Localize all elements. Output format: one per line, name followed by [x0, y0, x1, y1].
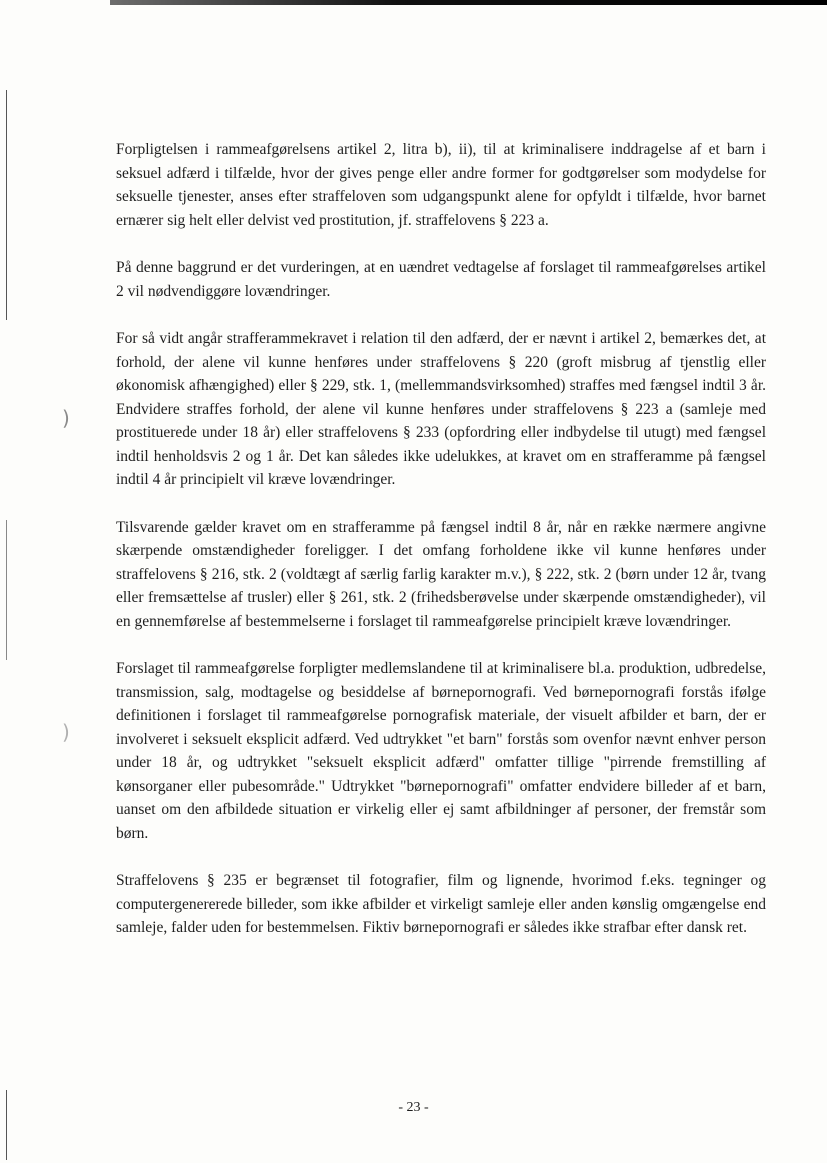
punch-hole-mark: ): [62, 720, 70, 744]
document-body: [116, 138, 766, 964]
scan-edge-line: [6, 520, 7, 660]
paragraph: Tilsvarende gælder kravet om en strafferamme på fængsel indtil 8 år, når en række nærmere angivne skærpende omstændigheder foreligger. I det omfang forholdene ikke vil kunne henføres under straffelovens § 216, stk. 2 (voldtægt af særlig farlig karakter m.v.), § 222, stk. 2 (børn under 12 år, tvang eller fremsættelse af trusler) eller § 261, stk. 2 (frihedsberøvelse under skærpende omstændigheder), vil en gennemførelse af bestemmelserne i forslaget til rammeafgørelse principielt kræve lovændringer.: [116, 518, 766, 630]
page-number: - 23 -: [398, 1100, 429, 1115]
top-rule: [110, 0, 827, 5]
paragraph: Forpligtelsen i rammeafgørelsens artikel 2, litra b), ii), til at kriminalisere inddragelse af et barn i seksuel adfærd i tilfælde, hvor der gives penge eller andre former for godtgørelser som modydelse for seksuelle tjenester, anses efter straffeloven som udgangspunkt alene for opfyldt i tilfælde, hvor barnet ernærer sig helt eller delvist ved prostitution, jf. straffelovens § 223 a.: [116, 141, 766, 229]
paragraph: Forslaget til rammeafgørelse forpligter medlemslandene til at kriminalisere bl.a. produktion, udbredelse, transmission, salg, modtagelse og besiddelse af børnepornografi. Ved børnepornografi forstås ifølge definitionen i forslaget til rammeafgørelse pornografisk materiale, der visuelt afbilder et barn, der er involveret i seksuelt eksplicit adfærd. Ved udtrykket "et barn" forstås som ovenfor nævnt enhver person under 18 år, og udtrykket "seksuelt eksplicit adfærd" omfatter tillige "pirrende fremstilling af kønsorganer eller pubesområde." Udtrykket "børnepornografi" omfatter endvidere billeder af et barn, uanset om den afbildede situation er virkelig eller ej samt afbildninger af personer, der fremstår som børn.: [116, 660, 766, 842]
paragraph: For så vidt angår strafferammekravet i relation til den adfærd, der er nævnt i artikel 2, bemærkes det, at forhold, der alene vil kunne henføres under straffelovens § 220 (groft misbrug af tjenstlig eller økonomisk afhængighed) eller § 229, stk. 1, (mellemmandsvirksomhed) straffes med fængsel indtil 3 år. Endvidere straffes forhold, der alene vil kunne henføres under straffelovens § 223 a (samleje med prostituerede under 18 år) eller straffelovens § 233 (opfordring eller indbydelse til utugt) med fængsel indtil henholdsvis 2 og 1 år. Det kan således ikke udelukkes, at kravet om en strafferamme på fængsel indtil 4 år principielt vil kræve lovændringer.: [116, 330, 766, 488]
paragraph: Straffelovens § 235 er begrænset til fotografier, film og lignende, hvorimod f.eks. tegninger og computergenererede billeder, som ikke afbilder et virkeligt samleje eller anden kønslig omgængelse end samleje, falder uden for bestemmelsen. Fiktiv børnepornografi er således ikke strafbar efter dansk ret.: [116, 872, 766, 936]
punch-hole-mark: ): [62, 406, 70, 430]
scan-edge-line: [6, 90, 7, 320]
paragraph: På denne baggrund er det vurderingen, at en uændret vedtagelse af forslaget til rammeafgørelses artikel 2 vil nødvendiggøre lovændringer.: [116, 259, 766, 300]
